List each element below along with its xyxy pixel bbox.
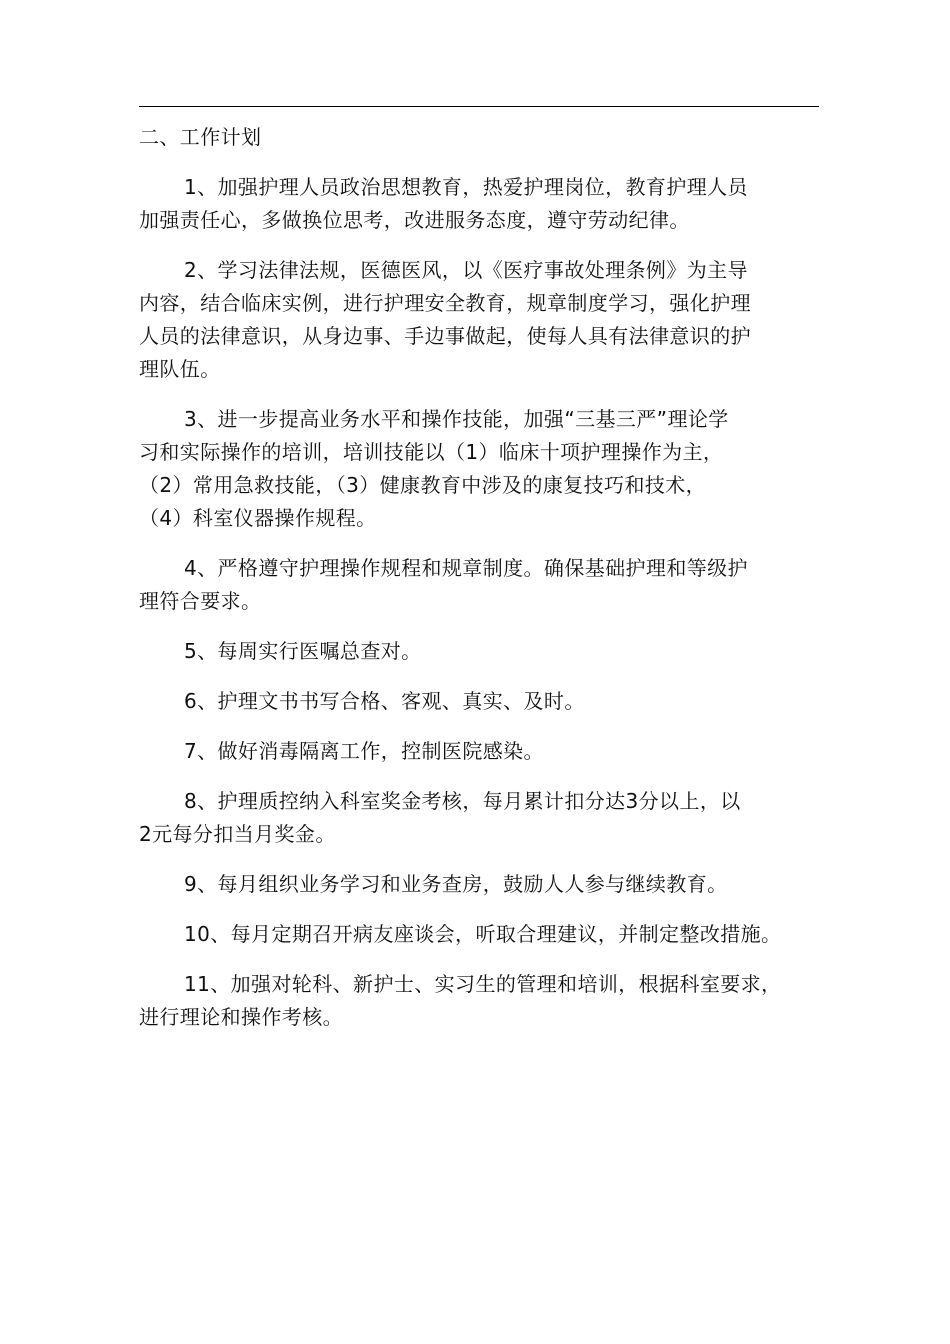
paragraph-7 [139,735,829,768]
paragraph-line: 4、严格遵守护理操作规程和规章制度。确保基础护理和等级护 [184,556,748,580]
paragraph-line: 2元每分扣当月奖金。 [139,822,336,846]
paragraph-line: 内容，结合临床实例，进行护理安全教育，规章制度学习，强化护理 [139,291,751,315]
paragraph-line: 5、每周实行医嘱总查对。 [184,639,422,663]
paragraph-2 [139,254,829,386]
paragraph-line: 理符合要求。 [139,589,262,613]
paragraph-line: 2、学习法律法规，医德医风，以《医疗事故处理条例》为主导 [184,258,748,282]
paragraph-line: 9、每月组织业务学习和业务查房，鼓励人人参与继续教育。 [184,872,728,896]
paragraph-line: 10、每月定期召开病友座谈会，听取合理建议，并制定整改措施。 [184,922,782,946]
paragraph-line: 加强责任心，多做换位思考，改进服务态度，遵守劳动纪律。 [139,208,690,232]
paragraph-line: 1、加强护理人员政治思想教育，热爱护理岗位，教育护理人员 [184,175,748,199]
header-rule [139,106,819,107]
paragraph-6 [139,685,829,718]
paragraph-3 [139,403,829,535]
paragraph-10 [139,918,829,951]
paragraph-line: 人员的法律意识，从身边事、手边事做起，使每人具有法律意识的护 [139,324,751,348]
document-body [139,121,829,1051]
paragraph-line: 7、做好消毒隔离工作，控制医院感染。 [184,739,544,763]
paragraph-line: （4）科室仪器操作规程。 [139,506,377,530]
paragraph-line: 8、护理质控纳入科室奖金考核，每月累计扣分达3分以上，以 [184,789,741,813]
paragraph-line: 习和实际操作的培训，培训技能以（1）临床十项护理操作为主， [139,440,724,464]
paragraph-5 [139,635,829,668]
paragraph-9 [139,868,829,901]
paragraph-line: 6、护理文书书写合格、客观、真实、及时。 [184,689,585,713]
paragraph-11 [139,968,829,1034]
paragraph-4 [139,552,829,618]
paragraph-line: 理队伍。 [139,357,221,381]
section-heading: 二、工作计划 [139,125,262,149]
paragraph-line: 11、加强对轮科、新护士、实习生的管理和培训，根据科室要求， [184,972,782,996]
paragraph-8 [139,785,829,851]
paragraph-line: （2）常用急救技能，（3）健康教育中涉及的康复技巧和技术， [139,473,707,497]
paragraph-line: 进行理论和操作考核。 [139,1005,343,1029]
paragraph-line: 3、进一步提高业务水平和操作技能，加强“三基三严”理论学 [184,407,729,431]
paragraph-1 [139,171,829,237]
